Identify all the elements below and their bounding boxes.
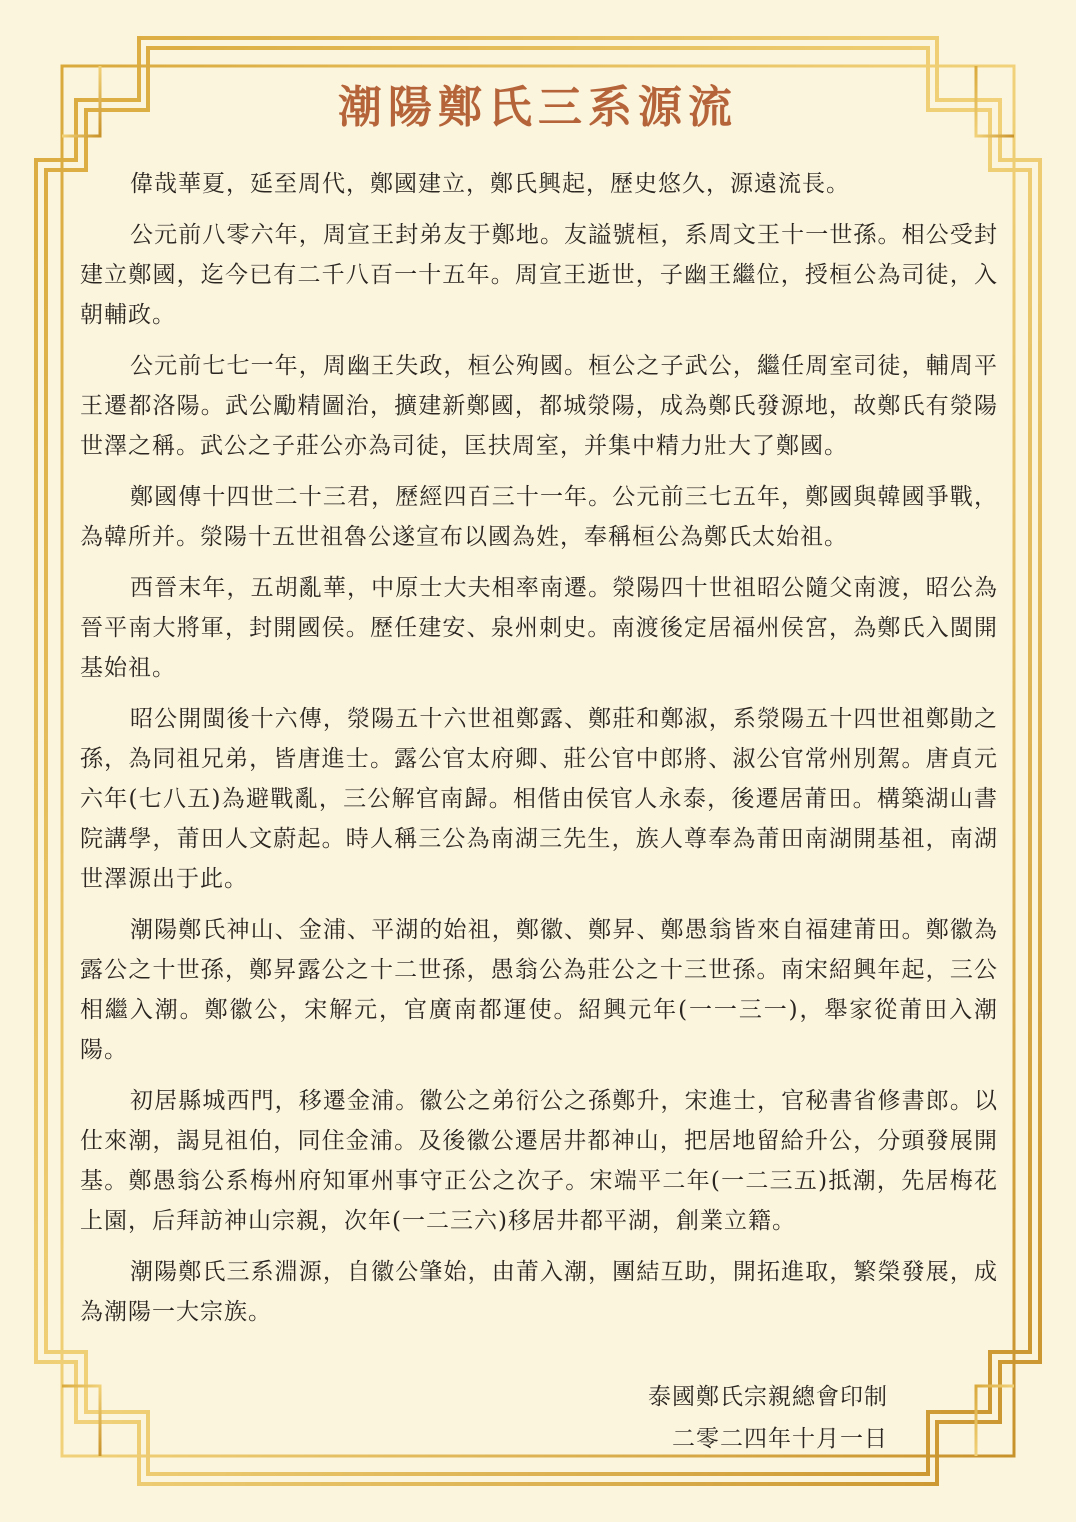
paragraph: 偉哉華夏，延至周代，鄭國建立，鄭氏興起，歷史悠久，源遠流長。 bbox=[130, 171, 850, 197]
article-body bbox=[80, 164, 998, 1343]
paragraph: 昭公開閩後十六傳，滎陽五十六世祖鄭露、鄭莊和鄭淑，系滎陽五十四世祖鄭勛之孫，為同祖兄弟，皆唐進士。露公官太府卿、莊公官中郎將、淑公官常州別駕。唐貞元六年(七八五)為避戰亂，三公解官南歸。相偕由侯官人永泰，後遷居莆田。構築湖山書院講學，莆田人文蔚起。時人稱三公為南湖三先生，族人尊奉為莆田南湖開基祖，南湖世澤源出于此。 bbox=[80, 706, 998, 892]
page-title: 潮陽鄭氏三系源流 bbox=[338, 82, 738, 133]
paragraph: 潮陽鄭氏神山、金浦、平湖的始祖，鄭徽、鄭昇、鄭愚翁皆來自福建莆田。鄭徽為露公之十世孫，鄭昇露公之十二世孫，愚翁公為莊公之十三世孫。南宋紹興年起，三公相繼入潮。鄭徽公，宋解元，官廣南都運使。紹興元年(一一三一)，舉家從莆田入潮陽。 bbox=[80, 917, 998, 1063]
paragraph: 潮陽鄭氏三系淵源，自徽公肇始，由莆入潮，團結互助，開拓進取，繁榮發展，成為潮陽一大宗族。 bbox=[80, 1259, 998, 1325]
signature-block bbox=[648, 1376, 888, 1460]
paragraph: 公元前八零六年，周宣王封弟友于鄭地。友謚號桓，系周文王十一世孫。相公受封建立鄭國，迄今已有二千八百一十五年。周宣王逝世，子幽王繼位，授桓公為司徒，入朝輔政。 bbox=[80, 222, 998, 328]
paragraph: 初居縣城西門，移遷金浦。徽公之弟衍公之孫鄭升，宋進士，官秘書省修書郎。以仕來潮，謁見祖伯，同住金浦。及後徽公遷居井都神山，把居地留給升公，分頭發展開基。鄭愚翁公系梅州府知軍州事守正公之次子。宋端平二年(一二三五)抵潮，先居梅花上園，后拜訪神山宗親，次年(一二三六)移居井都平湖，創業立籍。 bbox=[80, 1088, 998, 1234]
paragraph: 西晉末年，五胡亂華，中原士大夫相率南遷。滎陽四十世祖昭公隨父南渡，昭公為晉平南大將軍，封開國侯。歷任建安、泉州刺史。南渡後定居福州侯宮，為鄭氏入閩開基始祖。 bbox=[80, 575, 998, 681]
publish-date: 二零二四年十月一日 bbox=[672, 1426, 888, 1452]
publisher-name: 泰國鄭氏宗親總會印制 bbox=[648, 1384, 888, 1410]
paragraph: 鄭國傳十四世二十三君，歷經四百三十一年。公元前三七五年，鄭國與韓國爭戰，為韓所并。滎陽十五世祖魯公遂宣布以國為姓，奉稱桓公為鄭氏太始祖。 bbox=[80, 484, 998, 550]
paragraph: 公元前七七一年，周幽王失政，桓公殉國。桓公之子武公，繼任周室司徒，輔周平王遷都洛陽。武公勵精圖治，擴建新鄭國，都城滎陽，成為鄭氏發源地，故鄭氏有滎陽世澤之稱。武公之子莊公亦為司徒，匡扶周室，并集中精力壯大了鄭國。 bbox=[80, 353, 998, 459]
